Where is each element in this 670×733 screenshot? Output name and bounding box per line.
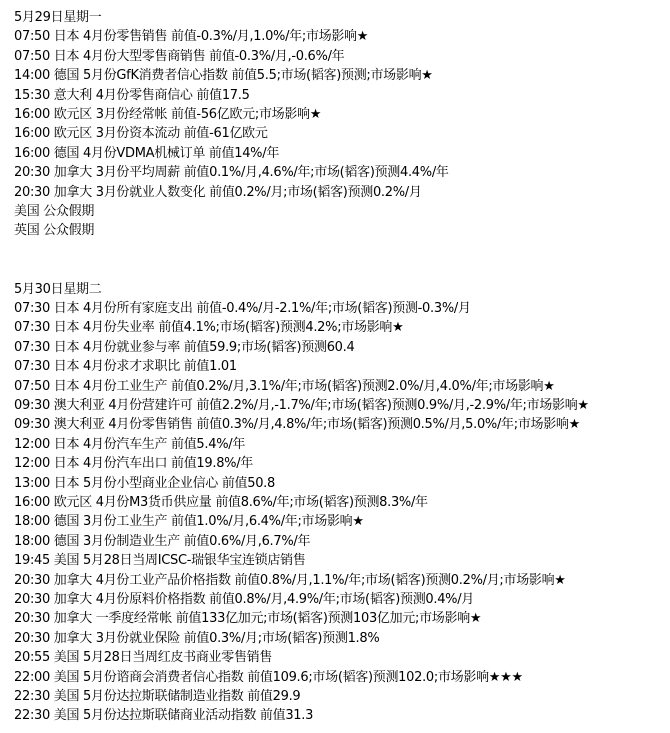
event-line: 18:00 德国 3月份制造业生产 前值0.6%/月,6.7%/年: [14, 533, 311, 549]
event-line: 20:30 加拿大 3月份就业保险 前值0.3%/月;市场(韬客)预测1.8%: [14, 630, 380, 646]
event-line: 22:30 美国 5月份达拉斯联储制造业指数 前值29.9: [14, 688, 301, 704]
day-section-may-30: [14, 280, 670, 726]
event-line: 20:30 加拿大 3月份平均周薪 前值0.1%/月,4.6%/年;市场(韬客)预测4.4%/年: [14, 165, 449, 181]
event-line: 15:30 意大利 4月份零售商信心 前值17.5: [14, 87, 250, 103]
event-line: 20:55 美国 5月28日当周红皮书商业零售销售: [14, 650, 273, 666]
event-line: 16:00 欧元区 4月份M3货币供应量 前值8.6%/年;市场(韬客)预测8.3%/年: [14, 494, 428, 510]
event-line: 09:30 澳大利亚 4月份零售销售 前值0.3%/月,4.8%/年;市场(韬客)预测0.5%/月,5.0%/年;市场影响★: [14, 417, 580, 433]
event-line: 07:30 日本 4月份就业参与率 前值59.9;市场(韬客)预测60.4: [14, 339, 355, 355]
event-line: 09:30 澳大利亚 4月份营建许可 前值2.2%/月,-1.7%/年;市场(韬客)预测0.9%/月,-2.9%/年;市场影响★: [14, 398, 589, 414]
event-line: 07:30 日本 4月份所有家庭支出 前值-0.4%/月-2.1%/年;市场(韬客)预测-0.3%/月: [14, 301, 471, 317]
day-heading: 5月30日星期二: [14, 281, 102, 297]
event-line: 16:00 欧元区 3月份经常帐 前值-56亿欧元;市场影响★: [14, 106, 322, 122]
event-line: 19:45 美国 5月28日当周ICSC-瑞银华宝连锁店销售: [14, 553, 306, 569]
event-line: 16:00 德国 4月份VDMA机械订单 前值14%/年: [14, 145, 280, 161]
day-heading: 5月29日星期一: [14, 10, 102, 25]
event-line: 14:00 德国 5月份GfK消费者信心指数 前值5.5;市场(韬客)预测;市场影响★: [14, 68, 433, 84]
event-line: 07:30 日本 4月份求才求职比 前值1.01: [14, 359, 237, 375]
event-line: 18:00 德国 3月份工业生产 前值1.0%/月,6.4%/年;市场影响★: [14, 514, 364, 530]
event-line: 07:30 日本 4月份失业率 前值4.1%;市场(韬客)预测4.2%;市场影响★: [14, 320, 404, 336]
event-line: 22:30 美国 5月份达拉斯联储商业活动指数 前值31.3: [14, 708, 314, 724]
event-line: 22:00 美国 5月份谘商会消费者信心指数 前值109.6;市场(韬客)预测102.0;市场影响★★★: [14, 669, 523, 685]
event-line: 12:00 日本 4月份汽车出口 前值19.8%/年: [14, 456, 254, 472]
event-line: 20:30 加拿大 4月份工业产品价格指数 前值0.8%/月,1.1%/年;市场(韬客)预测0.2%/月;市场影响★: [14, 572, 566, 588]
event-line: 07:50 日本 4月份零售销售 前值-0.3%/月,1.0%/年;市场影响★: [14, 29, 369, 45]
event-line: 20:30 加拿大 4月份原料价格指数 前值0.8%/月,4.9%/年;市场(韬客)预测0.4%/月: [14, 591, 475, 607]
event-line: 13:00 日本 5月份小型商业企业信心 前值50.8: [14, 475, 275, 491]
day-section-may-29: [14, 8, 670, 241]
event-line: 英国 公众假期: [14, 223, 95, 239]
event-line: 20:30 加拿大 一季度经常帐 前值133亿加元;市场(韬客)预测103亿加元;市场影响★: [14, 611, 482, 627]
event-line: 美国 公众假期: [14, 203, 95, 219]
event-line: 20:30 加拿大 3月份就业人数变化 前值0.2%/月;市场(韬客)预测0.2%/月: [14, 184, 422, 200]
event-line: 07:50 日本 4月份大型零售商销售 前值-0.3%/月,-0.6%/年: [14, 48, 345, 64]
event-line: 16:00 欧元区 3月份资本流动 前值-61亿欧元: [14, 126, 268, 142]
event-line: 07:50 日本 4月份工业生产 前值0.2%/月,3.1%/年;市场(韬客)预测2.0%/月,4.0%/年;市场影响★: [14, 378, 555, 394]
event-line: 12:00 日本 4月份汽车生产 前值5.4%/年: [14, 436, 246, 452]
